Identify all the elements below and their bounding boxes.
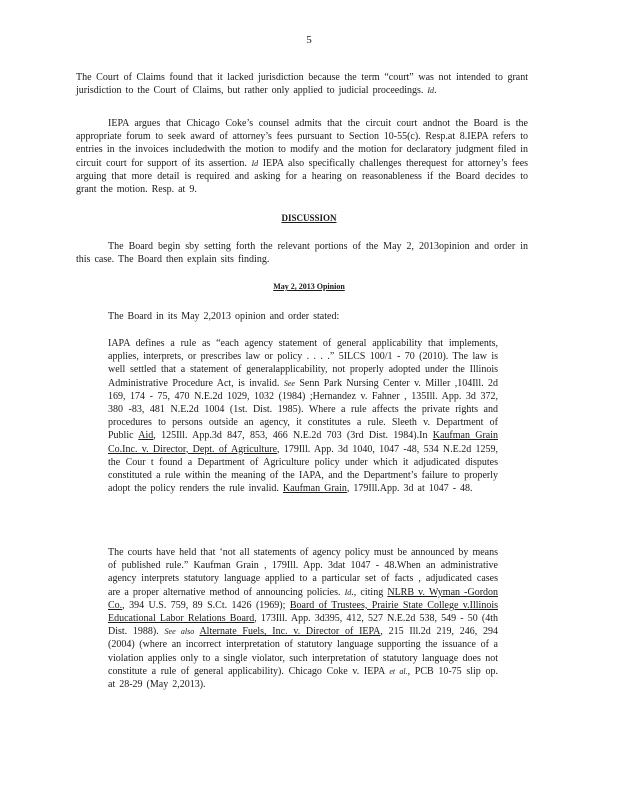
- paragraph-text: IEPA also specifically challenges therequest for attorney’s fees arguing that more detail is required and asking for a hearing on reasonableness if the Board decides to grant the motion. Resp. at 9.: [76, 157, 529, 196]
- quote-text: , 179Ill. App. 3d 1040, 1047 -48, 534 N.E.2d 1259, the Cour t found a Department of Agriculture policy under which it adjudicated disputes constituted a rule within the meaning of the IAPA, and the Department’s failure to properly adopt the policy renders the rule invalid.: [108, 443, 499, 495]
- case-name-board-of-trustees: Board of Trustees, Prairie State College v.Illinois Educational Labor Relations Board: [108, 599, 498, 625]
- paragraph-court-of-claims: The Court of Claims found that it lacked jurisdiction because the term “court” was not intended to grant jurisdiction to the Court of Claims, but rather only applied to judicial proceedings. Id.: [76, 72, 528, 97]
- case-name-aid: Aid: [138, 430, 154, 442]
- case-name-nlrb: NLRB v. Wyman -Gordon Co.: [108, 586, 499, 611]
- quote-text: , 173Ill. App. 3d395, 412, 527 N.E.2d 538, 549 - 50 (4th Dist. 1988).: [108, 613, 498, 638]
- block-quote-iapa: [108, 337, 498, 495]
- case-name-kaufman-grain-full: Kaufman Grain Co.Inc. v. Director, Dept. of Agriculture: [108, 430, 498, 455]
- quote-text: , 179Ill.App. 3d at 1047 - 48.: [346, 483, 473, 495]
- discussion-heading: DISCUSSION: [281, 213, 337, 223]
- quote-text: , PCB 10-75 slip op. at 28-29 (May 2,2013).: [108, 665, 498, 691]
- citation-id: Id: [251, 158, 259, 168]
- citation-id: Id: [344, 587, 352, 597]
- signal-see: See: [283, 378, 295, 388]
- paragraph-text: The Court of Claims found that it lacked jurisdiction because the term “court” was not intended to grant jurisdiction to the Court of Claims, but rather only applied to judicial proceedings.: [76, 72, 528, 97]
- quote-text: The courts have held that ‘not all statements of agency policy must be announced by means of published rule.” Kaufman Grain , 179Ill. App. 3dat 1047 - 48.When an administrative agency interprets statutory language applied to a particular set of facts , adjudicated cases are a proper alternative method of announcing policies.: [108, 547, 498, 598]
- case-name-alternate-fuels: Alternate Fuels, Inc. v. Director of IEPA: [199, 626, 381, 638]
- quote-text: IAPA defines a rule as “each agency statement of general applicability that implements, applies, interprets, or prescribes law or policy . . . .” 5ILCS 100/1 - 70 (2010). The law is well settled that a statement of generalapplicability, not properly adopted under the Illinois Administrative Procedure Act, is invalid.: [108, 338, 498, 389]
- page-number: 5: [306, 34, 312, 46]
- quote-text: ., citing: [351, 586, 384, 598]
- quote-text: , 125Ill. App.3d 847, 853, 466 N.E.2d 703 (3rd Dist. 1984).In: [153, 430, 428, 442]
- signal-et-al: et al.: [389, 666, 408, 676]
- quote-text: Senn Park Nursing Center v. Miller ,104Ill. 2d 169, 174 - 75, 470 N.E.2d 1029, 1032 (1984) ;Hernandez v. Fahner , 135Ill. App. 3d 372, 380 -83, 481 N.E.2d 1004 (1st. Dist. 1985). Where a rule affects the private rights and procedures to persons outside an agency, it constitutes a rule. Sleeth v. Department of Public: [108, 377, 498, 442]
- paragraph-text: IEPA argues that Chicago Coke’s counsel admits that the circuit court andnot the Board is the appropriate forum to seek award of attorney’s fees pursuant to Section 10-55(c). Resp.at 8.IEPA refers to entries in the invoices includedwith the motion to modify and the motion for declaratory judgment filed in circuit court for support of its assertion.: [76, 118, 528, 169]
- case-name-kaufman-grain: Kaufman Grain: [282, 483, 347, 495]
- paragraph-iepa-argues: [76, 117, 528, 196]
- quote-text: , 215 Ill.2d 219, 246, 294 (2004) (where an incorrect interpretation of statutory language supporting the issuance of a violation applies only to a single violator, such interpretation of statutory language does not constitute a rule of general applicability). Chicago Coke v. IEPA: [108, 626, 499, 677]
- block-quote-agency-policy: [108, 546, 498, 691]
- may-2013-opinion-heading: May 2, 2013 Opinion: [273, 282, 345, 291]
- paragraph-board-begins: The Board begin sby setting forth the relevant portions of the May 2, 2013opinion and order in this case. The Board then explain sits finding.: [76, 241, 528, 266]
- paragraph-board-stated: The Board in its May 2,2013 opinion and order stated:: [108, 311, 340, 322]
- citation-id: Id: [427, 86, 435, 96]
- signal-see-also: See also: [164, 627, 195, 637]
- quote-text: , 394 U.S. 759, 89 S.Ct. 1426 (1969);: [122, 599, 286, 611]
